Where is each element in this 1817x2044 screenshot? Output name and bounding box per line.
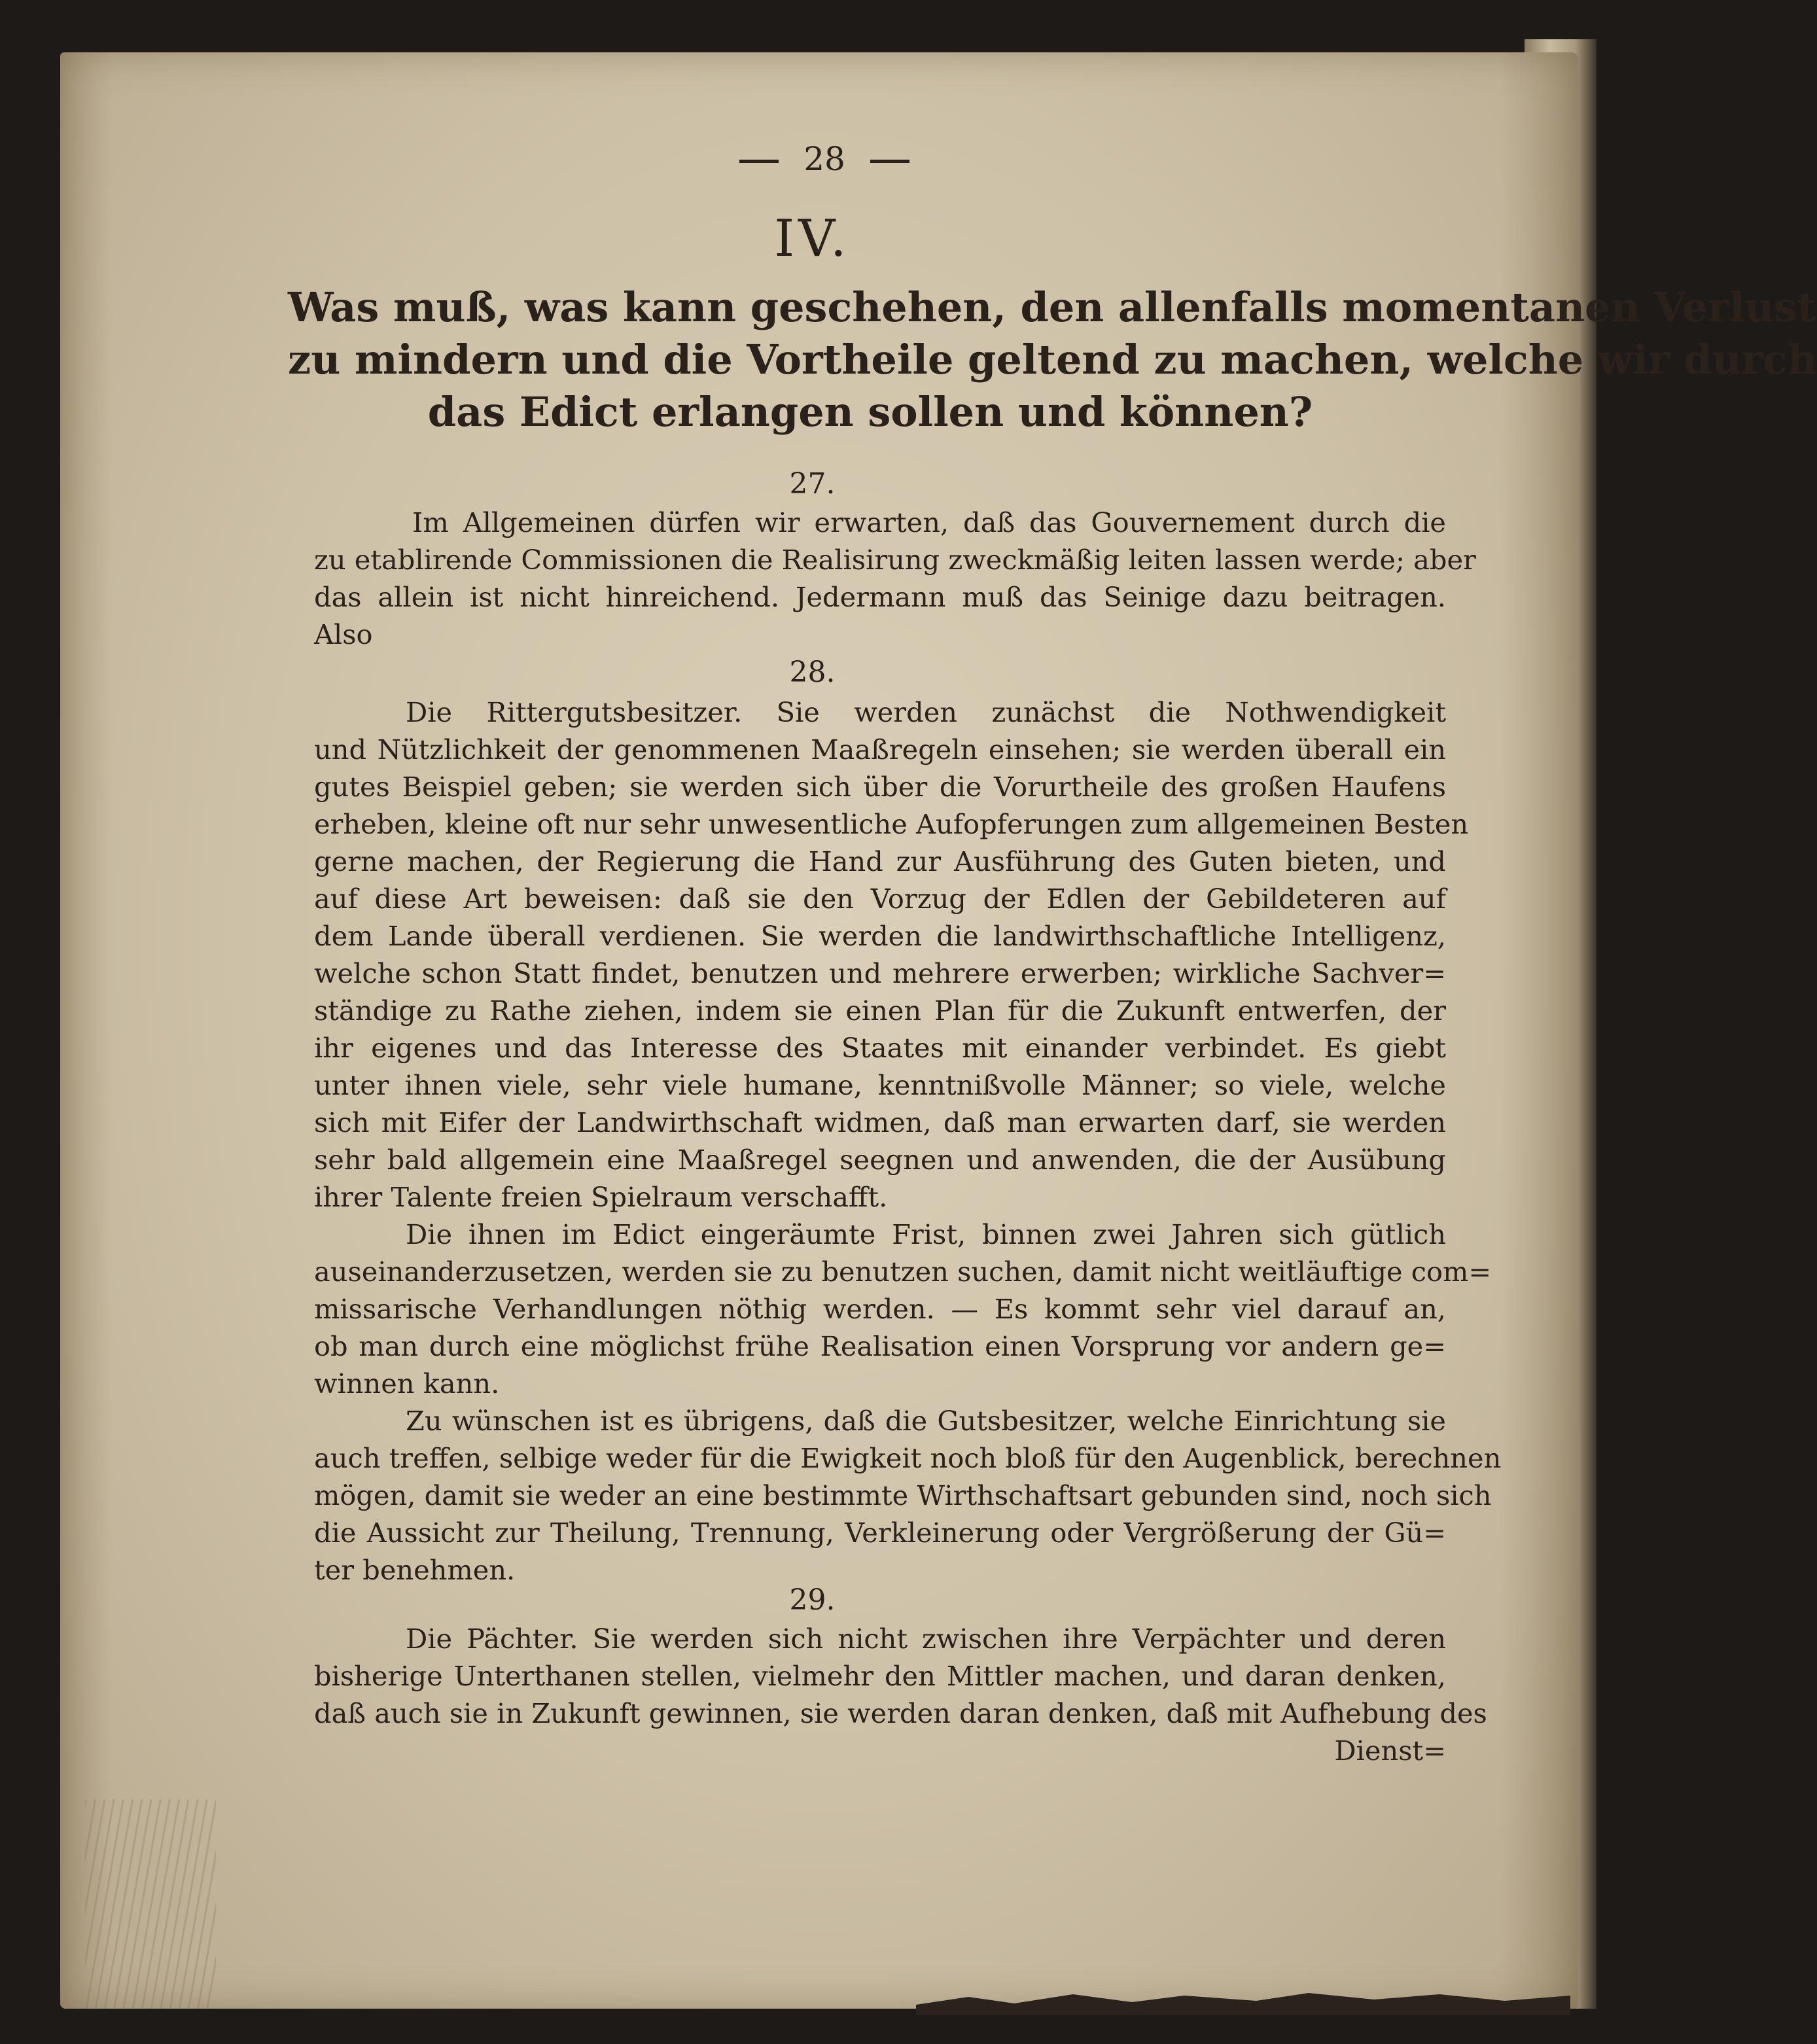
text-line: unter ihnen viele, sehr viele humane, kenntnißvolle Männer; so viele, welche (314, 1069, 1446, 1101)
text-line: winnen kann. (314, 1367, 500, 1400)
text-line: das allein ist nicht hinreichend. Jedermann muß das Seinige dazu beitragen. (314, 581, 1446, 613)
text-line: sich mit Eifer der Landwirthschaft widmen, daß man erwarten darf, sie werden (314, 1106, 1446, 1138)
chapter-title-line-2: zu mindern und die Vortheile geltend zu machen, welche wir durch (288, 336, 1817, 383)
chapter-title-line-1: Was muß, was kann geschehen, den allenfalls momentanen Verlust (288, 283, 1816, 331)
text-line: mögen, damit sie weder an eine bestimmte Wirthschaftsart gebunden sind, noch sich (314, 1479, 1492, 1511)
text-line: Im Allgemeinen dürfen wir erwarten, daß das Gouvernement durch die (412, 506, 1446, 538)
chapter-title-line-3: das Edict erlangen sollen und können? (427, 388, 1313, 436)
text-line: welche schon Statt findet, benutzen und mehrere erwerben; wirkliche Sachver= (314, 957, 1446, 989)
text-line: und Nützlichkeit der genommenen Maaßregeln einsehen; sie werden überall ein (314, 733, 1446, 766)
section-number-29: 29. (789, 1583, 836, 1617)
text-line: missarische Verhandlungen nöthig werden. — Es kommt sehr viel darauf an, (314, 1293, 1446, 1325)
header-dash-right (870, 160, 909, 163)
text-line: auch treffen, selbige weder für die Ewigkeit noch bloß für den Augenblick, berechnen (314, 1442, 1502, 1474)
text-line: daß auch sie in Zukunft gewinnen, sie werden daran denken, daß mit Aufhebung des (314, 1697, 1487, 1729)
chapter-numeral: IV. (774, 209, 851, 268)
text-line: ständige zu Rathe ziehen, indem sie einen Plan für die Zukunft entwerfen, der (314, 995, 1446, 1027)
catchword: Dienst= (1334, 1735, 1446, 1767)
text-line: bisherige Unterthanen stellen, vielmehr den Mittler machen, und daran denken, (314, 1660, 1446, 1692)
text-line: sehr bald allgemein eine Maaßregel seegnen und anwenden, die der Ausübung (314, 1144, 1446, 1176)
text-line: ob man durch eine möglichst frühe Realisation einen Vorsprung vor andern ge= (314, 1330, 1446, 1362)
text-line: Die ihnen im Edict eingeräumte Frist, binnen zwei Jahren sich gütlich (406, 1218, 1446, 1250)
section-number-27: 27. (789, 467, 836, 501)
text-line: ter benehmen. (314, 1554, 516, 1586)
text-line: Die Rittergutsbesitzer. Sie werden zunächst die Nothwendigkeit (406, 696, 1446, 728)
text-line: Zu wünschen ist es übrigens, daß die Gutsbesitzer, welche Einrichtung sie (406, 1405, 1446, 1437)
section-29-paragraph (314, 1620, 1487, 1769)
section-27-paragraph (314, 504, 1476, 653)
text-line: erheben, kleine oft nur sehr unwesentliche Aufopferungen zum allgemeinen Besten (314, 808, 1469, 840)
text-line: Die Pächter. Sie werden sich nicht zwischen ihre Verpächter und deren (406, 1623, 1446, 1655)
page-number: 28 (803, 140, 845, 178)
text-line: gerne machen, der Regierung die Hand zur Ausführung des Guten bieten, und (314, 845, 1446, 877)
text-line: die Aussicht zur Theilung, Trennung, Verkleinerung oder Vergrößerung der Gü= (314, 1517, 1446, 1549)
text-line: Also (314, 618, 373, 650)
text-line: ihrer Talente freien Spielraum verschafft. (314, 1181, 888, 1213)
text-line: auf diese Art beweisen: daß sie den Vorzug der Edlen der Gebildeteren auf (314, 883, 1446, 915)
text-line: zu etablirende Commissionen die Realisirung zweckmäßig leiten lassen werde; aber (314, 544, 1476, 576)
text-line: gutes Beispiel geben; sie werden sich über die Vorurtheile des großen Haufens (314, 771, 1446, 803)
text-line: dem Lande überall verdienen. Sie werden die landwirthschaftliche Intelligenz, (314, 920, 1446, 952)
text-line: ihr eigenes und das Interesse des Staates mit einander verbindet. Es giebt (314, 1032, 1446, 1064)
section-28-paragraph (314, 694, 1502, 1589)
running-header (700, 140, 949, 186)
text-line: auseinanderzusetzen, werden sie zu benutzen suchen, damit nicht weitläuftige com= (314, 1256, 1492, 1288)
section-number-28: 28. (789, 656, 836, 689)
